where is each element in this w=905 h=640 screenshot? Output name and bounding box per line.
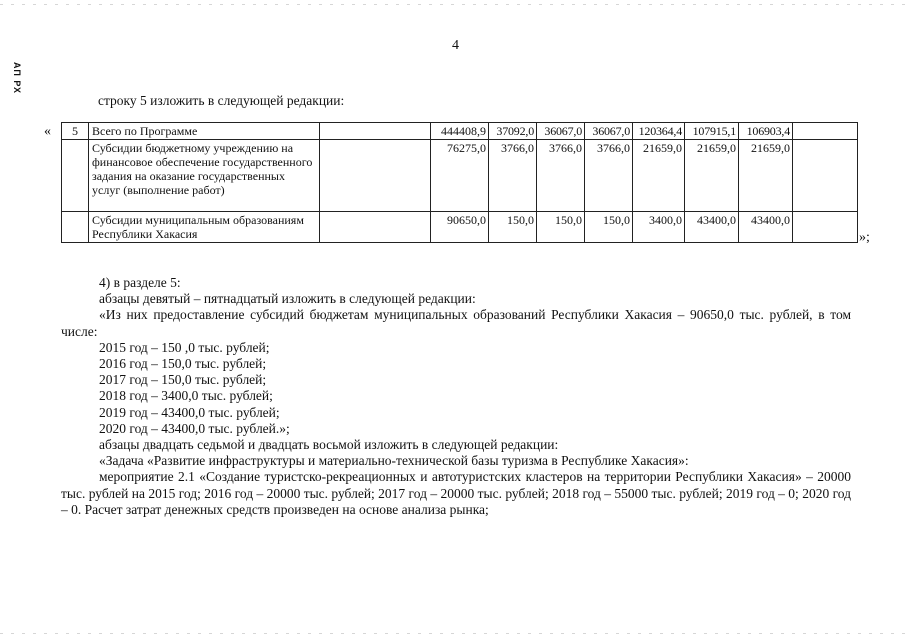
row-name: Всего по Программе bbox=[89, 123, 320, 140]
year-line: 2020 год – 43400,0 тыс. рублей.»; bbox=[99, 420, 290, 436]
value-cell: 43400,0 bbox=[739, 212, 793, 243]
row-extra bbox=[793, 123, 858, 140]
value-cell: 3766,0 bbox=[585, 140, 633, 212]
row-blank bbox=[320, 212, 431, 243]
year-line: 2016 год – 150,0 тыс. рублей; bbox=[99, 356, 267, 372]
value-cell: 76275,0 bbox=[431, 140, 489, 212]
table-row bbox=[62, 140, 858, 212]
value-cell: 36067,0 bbox=[537, 123, 585, 140]
row-name: Субсидии бюджетному учреждению на финансовое обеспечение государственного задания на оказание государственных услуг (выполнение работ) bbox=[89, 140, 320, 212]
value-cell: 90650,0 bbox=[431, 212, 489, 243]
value-cell: 150,0 bbox=[489, 212, 537, 243]
budget-table bbox=[61, 122, 858, 243]
value-cell: 21659,0 bbox=[633, 140, 685, 212]
value-cell: 36067,0 bbox=[585, 123, 633, 140]
table-row bbox=[62, 123, 858, 140]
value-cell: 3766,0 bbox=[489, 140, 537, 212]
quote-close: »; bbox=[859, 230, 870, 245]
row-extra bbox=[793, 140, 858, 212]
value-cell: 43400,0 bbox=[685, 212, 739, 243]
value-cell: 107915,1 bbox=[685, 123, 739, 140]
value-cell: 21659,0 bbox=[739, 140, 793, 212]
scan-artifact-top bbox=[0, 4, 905, 5]
table-row bbox=[62, 212, 858, 243]
row-blank bbox=[320, 123, 431, 140]
quote-open: « bbox=[44, 124, 51, 139]
page-number: 4 bbox=[452, 38, 459, 53]
value-cell: 120364,4 bbox=[633, 123, 685, 140]
paragraph: мероприятие 2.1 «Создание туристско-рекреационных и автотуристских кластеров на территории Республики Хакасия» – 20000 тыс. рублей на 2015 год; 2016 год – 20000 тыс. рублей; 2017 год – 20000 тыс. рублей; 2018 год – 55000 тыс. рублей; 2019 год – 0; 2020 год – 0. Расчет затрат денежных средств произведен на основе анализа рынка; bbox=[61, 469, 851, 517]
value-cell: 444408,9 bbox=[431, 123, 489, 140]
value-cell: 3400,0 bbox=[633, 212, 685, 243]
row-number bbox=[62, 212, 89, 243]
section-heading: 4) в разделе 5: bbox=[99, 275, 181, 290]
paragraph: «Из них предоставление субсидий бюджетам муниципальных образований Республики Хакасия – 90650,0 тыс. рублей, в том числе: bbox=[61, 307, 851, 339]
intro-line: строку 5 изложить в следующей редакции: bbox=[98, 93, 345, 108]
row-extra bbox=[793, 212, 858, 243]
paragraph: «Задача «Развитие инфраструктуры и материально-технической базы туризма в Республике Хакасия»: bbox=[99, 453, 689, 469]
paragraph: абзацы девятый – пятнадцатый изложить в следующей редакции: bbox=[99, 291, 476, 307]
value-cell: 21659,0 bbox=[685, 140, 739, 212]
value-cell: 150,0 bbox=[585, 212, 633, 243]
row-name: Субсидии муниципальным образованиям Республики Хакасия bbox=[89, 212, 320, 243]
paragraph: абзацы двадцать седьмой и двадцать восьмой изложить в следующей редакции: bbox=[99, 437, 559, 453]
value-cell: 106903,4 bbox=[739, 123, 793, 140]
year-line: 2015 год – 150 ,0 тыс. рублей; bbox=[99, 339, 270, 355]
value-cell: 150,0 bbox=[537, 212, 585, 243]
side-stamp: АП РХ bbox=[12, 62, 22, 95]
year-line: 2019 год – 43400,0 тыс. рублей; bbox=[99, 404, 280, 420]
value-cell: 3766,0 bbox=[537, 140, 585, 212]
year-line: 2018 год – 3400,0 тыс. рублей; bbox=[99, 388, 273, 404]
value-cell: 37092,0 bbox=[489, 123, 537, 140]
year-line: 2017 год – 150,0 тыс. рублей; bbox=[99, 372, 267, 388]
body-text bbox=[61, 275, 851, 518]
row-number: 5 bbox=[62, 123, 89, 140]
row-number bbox=[62, 140, 89, 212]
row-blank bbox=[320, 140, 431, 212]
scan-artifact-bottom bbox=[0, 633, 905, 634]
